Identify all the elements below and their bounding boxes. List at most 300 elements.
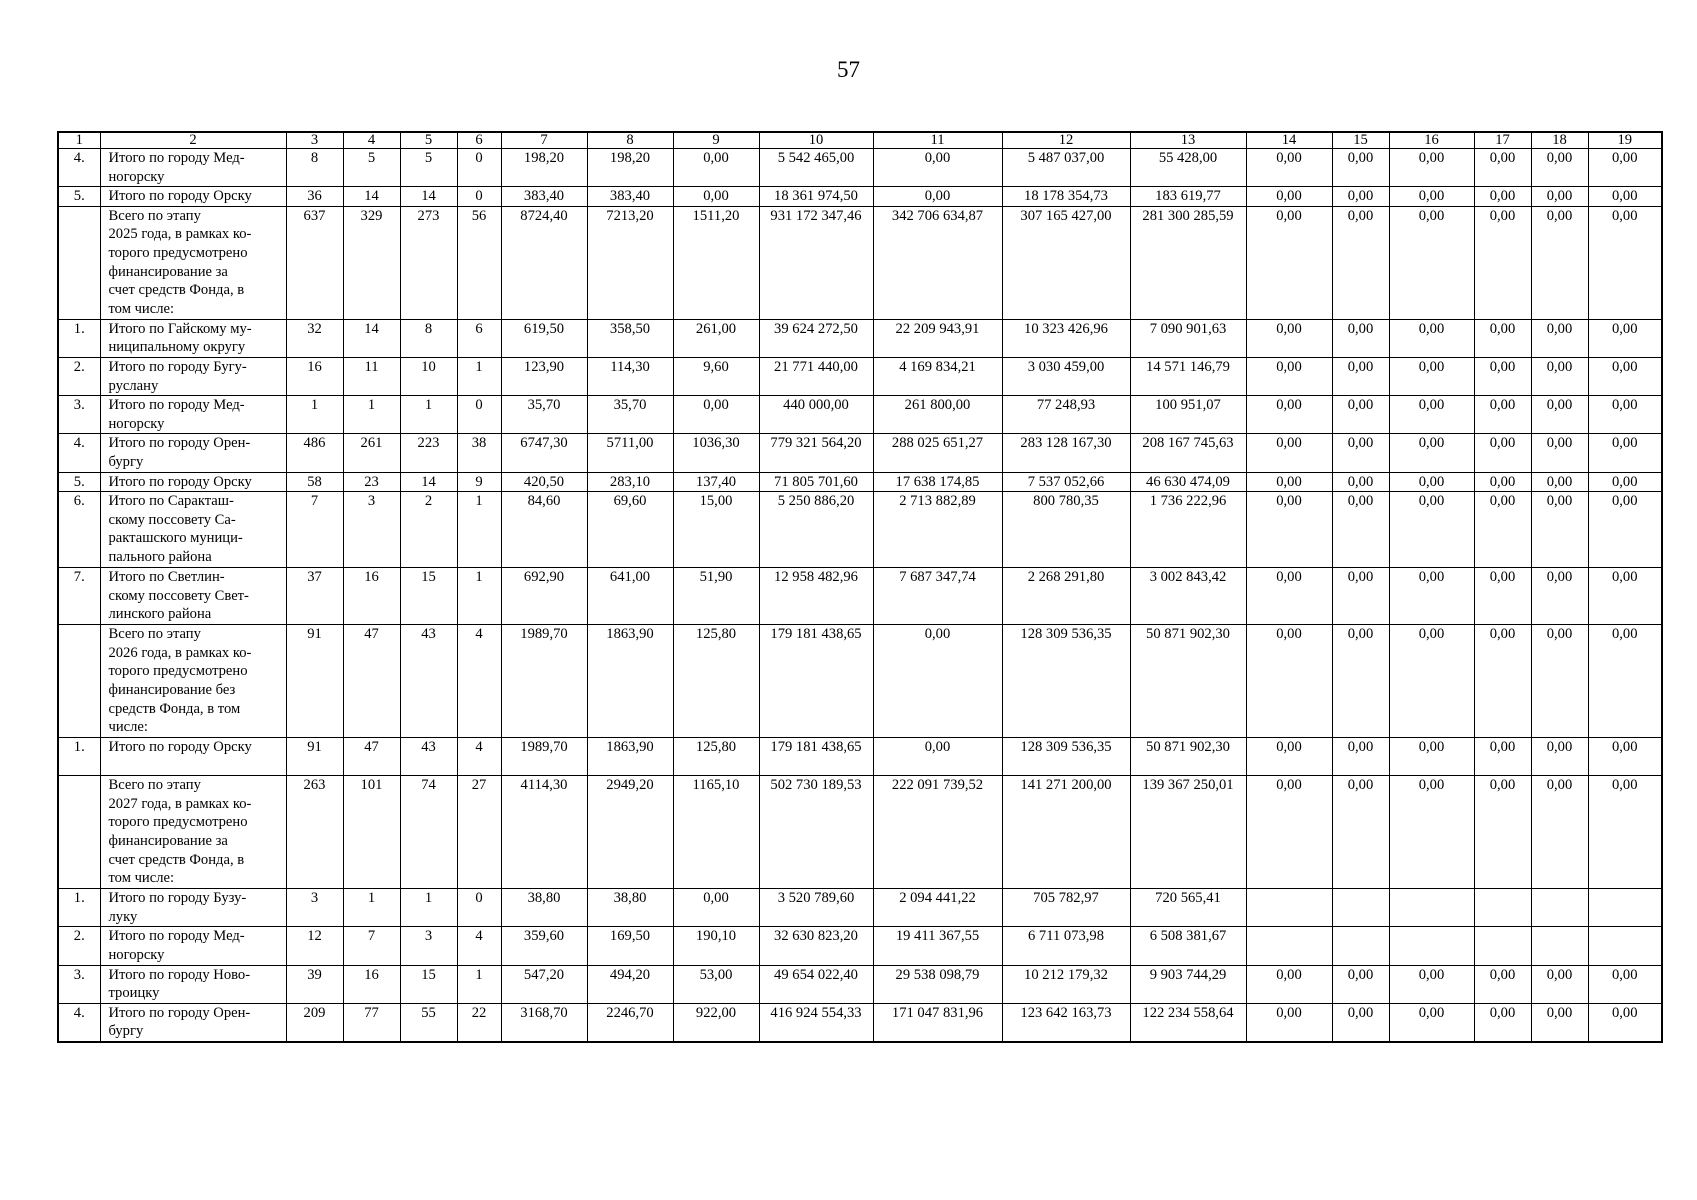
cell-col-17: 0,00: [1474, 472, 1531, 492]
cell-col-16: [1389, 889, 1474, 927]
cell-col-6: 22: [457, 1003, 501, 1042]
cell-col-12: 128 309 536,35: [1002, 738, 1130, 776]
cell-col-3: 486: [286, 434, 343, 472]
cell-col-13: 14 571 146,79: [1130, 357, 1246, 395]
cell-col-19: [1588, 927, 1662, 965]
cell-col-18: 0,00: [1531, 1003, 1588, 1042]
cell-col-9: 922,00: [673, 1003, 759, 1042]
cell-col-9: 0,00: [673, 396, 759, 434]
cell-col-8: 1863,90: [587, 738, 673, 776]
cell-col-1: 2.: [58, 927, 100, 965]
cell-col-19: 0,00: [1588, 149, 1662, 187]
cell-col-3: 16: [286, 357, 343, 395]
cell-col-11: 0,00: [873, 625, 1002, 738]
cell-col-10: 18 361 974,50: [759, 187, 873, 207]
cell-col-16: 0,00: [1389, 738, 1474, 776]
cell-col-11: 261 800,00: [873, 396, 1002, 434]
header-cell: 16: [1389, 132, 1474, 149]
cell-col-3: 39: [286, 965, 343, 1003]
cell-col-6: 1: [457, 965, 501, 1003]
cell-col-15: 0,00: [1332, 206, 1389, 319]
cell-col-8: 358,50: [587, 319, 673, 357]
cell-name: Итого по городу Орску: [100, 472, 286, 492]
cell-col-4: 16: [343, 568, 400, 625]
cell-name: Всего по этапу 2025 года, в рамках ко- торого предусмотрено финансирование за счет средств Фонда, в том числе:: [100, 206, 286, 319]
cell-col-9: 0,00: [673, 149, 759, 187]
header-cell: 5: [400, 132, 457, 149]
cell-col-10: 179 181 438,65: [759, 738, 873, 776]
cell-name: Итого по городу Бугу- руслану: [100, 357, 286, 395]
cell-col-19: 0,00: [1588, 625, 1662, 738]
header-cell: 2: [100, 132, 286, 149]
cell-col-12: 6 711 073,98: [1002, 927, 1130, 965]
cell-col-12: 10 323 426,96: [1002, 319, 1130, 357]
cell-col-10: 39 624 272,50: [759, 319, 873, 357]
cell-col-15: 0,00: [1332, 187, 1389, 207]
cell-col-12: 123 642 163,73: [1002, 1003, 1130, 1042]
cell-col-4: 101: [343, 776, 400, 889]
cell-col-17: 0,00: [1474, 319, 1531, 357]
cell-col-16: 0,00: [1389, 1003, 1474, 1042]
cell-col-10: 12 958 482,96: [759, 568, 873, 625]
cell-col-16: 0,00: [1389, 472, 1474, 492]
cell-col-5: 5: [400, 149, 457, 187]
cell-col-8: 198,20: [587, 149, 673, 187]
cell-col-3: 637: [286, 206, 343, 319]
cell-col-5: 15: [400, 568, 457, 625]
table-row: [58, 927, 1662, 965]
cell-col-9: 15,00: [673, 492, 759, 568]
cell-col-6: 0: [457, 149, 501, 187]
table-row: [58, 396, 1662, 434]
cell-col-14: 0,00: [1246, 568, 1332, 625]
cell-col-10: 779 321 564,20: [759, 434, 873, 472]
cell-col-9: 1036,30: [673, 434, 759, 472]
cell-col-4: 16: [343, 965, 400, 1003]
cell-col-10: 416 924 554,33: [759, 1003, 873, 1042]
cell-col-3: 3: [286, 889, 343, 927]
cell-col-5: 74: [400, 776, 457, 889]
cell-col-4: 14: [343, 319, 400, 357]
cell-col-18: [1531, 927, 1588, 965]
cell-col-18: 0,00: [1531, 776, 1588, 889]
cell-col-10: 32 630 823,20: [759, 927, 873, 965]
cell-col-11: 2 713 882,89: [873, 492, 1002, 568]
cell-col-11: 19 411 367,55: [873, 927, 1002, 965]
cell-col-13: 3 002 843,42: [1130, 568, 1246, 625]
page-number: 57: [837, 57, 860, 82]
header-cell: 18: [1531, 132, 1588, 149]
cell-col-1: 6.: [58, 492, 100, 568]
cell-col-13: 46 630 474,09: [1130, 472, 1246, 492]
cell-col-3: 209: [286, 1003, 343, 1042]
cell-col-12: 307 165 427,00: [1002, 206, 1130, 319]
cell-col-19: 0,00: [1588, 396, 1662, 434]
cell-col-19: 0,00: [1588, 1003, 1662, 1042]
cell-col-15: 0,00: [1332, 319, 1389, 357]
cell-name: Итого по городу Орску: [100, 738, 286, 776]
table-row: [58, 434, 1662, 472]
cell-col-10: 931 172 347,46: [759, 206, 873, 319]
cell-col-16: 0,00: [1389, 396, 1474, 434]
cell-col-7: 35,70: [501, 396, 587, 434]
cell-col-14: 0,00: [1246, 149, 1332, 187]
cell-col-11: 0,00: [873, 149, 1002, 187]
cell-col-11: 171 047 831,96: [873, 1003, 1002, 1042]
cell-col-16: 0,00: [1389, 149, 1474, 187]
cell-col-12: 10 212 179,32: [1002, 965, 1130, 1003]
cell-col-11: 7 687 347,74: [873, 568, 1002, 625]
cell-col-10: 5 542 465,00: [759, 149, 873, 187]
cell-name: Итого по городу Орен- бургу: [100, 434, 286, 472]
cell-col-11: 222 091 739,52: [873, 776, 1002, 889]
cell-col-8: 38,80: [587, 889, 673, 927]
cell-col-6: 27: [457, 776, 501, 889]
cell-col-16: 0,00: [1389, 206, 1474, 319]
cell-col-8: 2949,20: [587, 776, 673, 889]
cell-col-4: 5: [343, 149, 400, 187]
cell-col-10: 3 520 789,60: [759, 889, 873, 927]
table-row: [58, 965, 1662, 1003]
header-cell: 12: [1002, 132, 1130, 149]
cell-col-7: 3168,70: [501, 1003, 587, 1042]
cell-col-3: 37: [286, 568, 343, 625]
cell-col-16: [1389, 927, 1474, 965]
cell-name: Итого по городу Мед- ногорску: [100, 927, 286, 965]
cell-col-12: 77 248,93: [1002, 396, 1130, 434]
cell-col-4: 1: [343, 396, 400, 434]
cell-name: Всего по этапу 2027 года, в рамках ко- торого предусмотрено финансирование за счет средств Фонда, в том числе:: [100, 776, 286, 889]
header-cell: 4: [343, 132, 400, 149]
cell-col-13: 50 871 902,30: [1130, 625, 1246, 738]
cell-col-12: 283 128 167,30: [1002, 434, 1130, 472]
program-table: [57, 131, 1663, 1043]
cell-name: Итого по городу Бузу- луку: [100, 889, 286, 927]
cell-col-6: 0: [457, 187, 501, 207]
cell-col-13: 50 871 902,30: [1130, 738, 1246, 776]
cell-col-10: 71 805 701,60: [759, 472, 873, 492]
cell-col-14: 0,00: [1246, 206, 1332, 319]
cell-col-11: 0,00: [873, 187, 1002, 207]
table-row: [58, 357, 1662, 395]
cell-col-13: 720 565,41: [1130, 889, 1246, 927]
cell-col-11: 17 638 174,85: [873, 472, 1002, 492]
cell-col-7: 123,90: [501, 357, 587, 395]
header-cell: 7: [501, 132, 587, 149]
cell-col-14: 0,00: [1246, 319, 1332, 357]
cell-col-12: 7 537 052,66: [1002, 472, 1130, 492]
cell-col-15: 0,00: [1332, 965, 1389, 1003]
cell-col-13: 139 367 250,01: [1130, 776, 1246, 889]
cell-col-8: 283,10: [587, 472, 673, 492]
cell-col-19: 0,00: [1588, 472, 1662, 492]
cell-col-7: 6747,30: [501, 434, 587, 472]
cell-col-3: 7: [286, 492, 343, 568]
cell-col-15: 0,00: [1332, 1003, 1389, 1042]
cell-col-17: 0,00: [1474, 965, 1531, 1003]
cell-col-8: 641,00: [587, 568, 673, 625]
cell-col-14: 0,00: [1246, 472, 1332, 492]
cell-col-18: 0,00: [1531, 472, 1588, 492]
cell-col-16: 0,00: [1389, 492, 1474, 568]
cell-col-15: [1332, 889, 1389, 927]
cell-col-5: 10: [400, 357, 457, 395]
cell-col-15: 0,00: [1332, 149, 1389, 187]
cell-col-17: [1474, 927, 1531, 965]
cell-col-9: 190,10: [673, 927, 759, 965]
cell-col-5: 14: [400, 187, 457, 207]
table-row: [58, 1003, 1662, 1042]
cell-col-16: 0,00: [1389, 319, 1474, 357]
cell-col-4: 47: [343, 625, 400, 738]
cell-name: Итого по городу Мед- ногорску: [100, 149, 286, 187]
cell-col-8: 69,60: [587, 492, 673, 568]
cell-name: Итого по городу Ново- троицку: [100, 965, 286, 1003]
table-row: [58, 319, 1662, 357]
cell-col-12: 2 268 291,80: [1002, 568, 1130, 625]
cell-col-4: 77: [343, 1003, 400, 1042]
cell-col-9: 0,00: [673, 187, 759, 207]
cell-col-9: 125,80: [673, 625, 759, 738]
table-row: [58, 187, 1662, 207]
cell-col-8: 383,40: [587, 187, 673, 207]
cell-col-1: 4.: [58, 149, 100, 187]
cell-col-7: 619,50: [501, 319, 587, 357]
cell-col-6: 1: [457, 492, 501, 568]
cell-col-4: 11: [343, 357, 400, 395]
cell-col-1: 3.: [58, 396, 100, 434]
cell-col-17: 0,00: [1474, 187, 1531, 207]
cell-col-1: 4.: [58, 1003, 100, 1042]
cell-col-6: 0: [457, 889, 501, 927]
cell-col-7: 359,60: [501, 927, 587, 965]
cell-col-18: 0,00: [1531, 396, 1588, 434]
cell-col-17: 0,00: [1474, 776, 1531, 889]
cell-col-9: 0,00: [673, 889, 759, 927]
cell-col-7: 198,20: [501, 149, 587, 187]
cell-col-17: 0,00: [1474, 568, 1531, 625]
cell-col-18: 0,00: [1531, 434, 1588, 472]
cell-col-19: 0,00: [1588, 357, 1662, 395]
cell-col-12: 800 780,35: [1002, 492, 1130, 568]
cell-col-19: 0,00: [1588, 187, 1662, 207]
cell-col-15: 0,00: [1332, 776, 1389, 889]
cell-col-1: 1.: [58, 738, 100, 776]
cell-col-15: 0,00: [1332, 434, 1389, 472]
cell-col-3: 263: [286, 776, 343, 889]
cell-col-8: 2246,70: [587, 1003, 673, 1042]
table-row: [58, 776, 1662, 889]
cell-col-1: [58, 625, 100, 738]
table-row: [58, 889, 1662, 927]
cell-col-3: 91: [286, 625, 343, 738]
cell-col-12: 5 487 037,00: [1002, 149, 1130, 187]
cell-col-11: 4 169 834,21: [873, 357, 1002, 395]
cell-col-1: 1.: [58, 889, 100, 927]
cell-col-4: 7: [343, 927, 400, 965]
cell-col-6: 6: [457, 319, 501, 357]
cell-col-6: 9: [457, 472, 501, 492]
cell-col-16: 0,00: [1389, 965, 1474, 1003]
cell-col-17: 0,00: [1474, 396, 1531, 434]
cell-col-19: 0,00: [1588, 319, 1662, 357]
cell-col-18: 0,00: [1531, 319, 1588, 357]
table-row: [58, 492, 1662, 568]
header-cell: 13: [1130, 132, 1246, 149]
header-cell: 10: [759, 132, 873, 149]
table-body: [58, 132, 1662, 1042]
table-row: [58, 568, 1662, 625]
cell-col-3: 91: [286, 738, 343, 776]
cell-col-18: 0,00: [1531, 492, 1588, 568]
cell-col-7: 38,80: [501, 889, 587, 927]
cell-col-9: 1165,10: [673, 776, 759, 889]
cell-col-13: 122 234 558,64: [1130, 1003, 1246, 1042]
cell-col-8: 7213,20: [587, 206, 673, 319]
cell-col-19: 0,00: [1588, 492, 1662, 568]
cell-col-6: 0: [457, 396, 501, 434]
cell-col-15: 0,00: [1332, 396, 1389, 434]
cell-col-16: 0,00: [1389, 187, 1474, 207]
cell-col-16: 0,00: [1389, 568, 1474, 625]
cell-col-9: 1511,20: [673, 206, 759, 319]
cell-name: Итого по городу Орску: [100, 187, 286, 207]
cell-name: Итого по Саракташ- скому поссовету Са- ракташского муници- пального района: [100, 492, 286, 568]
cell-col-7: 547,20: [501, 965, 587, 1003]
header-cell: 17: [1474, 132, 1531, 149]
cell-col-6: 4: [457, 927, 501, 965]
cell-col-17: 0,00: [1474, 1003, 1531, 1042]
cell-col-7: 4114,30: [501, 776, 587, 889]
cell-col-18: 0,00: [1531, 625, 1588, 738]
cell-col-17: 0,00: [1474, 492, 1531, 568]
cell-col-11: 342 706 634,87: [873, 206, 1002, 319]
cell-col-15: [1332, 927, 1389, 965]
cell-col-4: 329: [343, 206, 400, 319]
cell-col-7: 692,90: [501, 568, 587, 625]
cell-col-1: 5.: [58, 187, 100, 207]
cell-col-14: 0,00: [1246, 625, 1332, 738]
cell-col-8: 494,20: [587, 965, 673, 1003]
header-cell: 9: [673, 132, 759, 149]
cell-col-10: 502 730 189,53: [759, 776, 873, 889]
cell-col-14: 0,00: [1246, 434, 1332, 472]
cell-col-9: 137,40: [673, 472, 759, 492]
header-cell: 15: [1332, 132, 1389, 149]
cell-col-15: 0,00: [1332, 738, 1389, 776]
cell-col-15: 0,00: [1332, 568, 1389, 625]
cell-col-6: 1: [457, 568, 501, 625]
cell-col-15: 0,00: [1332, 472, 1389, 492]
header-cell: 8: [587, 132, 673, 149]
cell-col-9: 9,60: [673, 357, 759, 395]
cell-col-14: [1246, 889, 1332, 927]
cell-col-14: 0,00: [1246, 492, 1332, 568]
cell-col-12: 3 030 459,00: [1002, 357, 1130, 395]
cell-col-4: 23: [343, 472, 400, 492]
cell-col-3: 8: [286, 149, 343, 187]
cell-col-18: 0,00: [1531, 206, 1588, 319]
cell-col-14: 0,00: [1246, 357, 1332, 395]
cell-col-5: 15: [400, 965, 457, 1003]
cell-col-13: 6 508 381,67: [1130, 927, 1246, 965]
cell-col-14: 0,00: [1246, 1003, 1332, 1042]
cell-col-10: 5 250 886,20: [759, 492, 873, 568]
cell-col-19: [1588, 889, 1662, 927]
cell-col-11: 29 538 098,79: [873, 965, 1002, 1003]
cell-col-14: 0,00: [1246, 187, 1332, 207]
cell-col-4: 1: [343, 889, 400, 927]
cell-col-8: 114,30: [587, 357, 673, 395]
cell-col-14: 0,00: [1246, 738, 1332, 776]
cell-col-4: 261: [343, 434, 400, 472]
cell-col-18: 0,00: [1531, 187, 1588, 207]
cell-col-7: 1989,70: [501, 738, 587, 776]
cell-col-3: 1: [286, 396, 343, 434]
cell-col-17: 0,00: [1474, 206, 1531, 319]
header-cell: 19: [1588, 132, 1662, 149]
cell-col-19: 0,00: [1588, 776, 1662, 889]
cell-col-16: 0,00: [1389, 625, 1474, 738]
cell-col-11: 288 025 651,27: [873, 434, 1002, 472]
cell-col-12: 705 782,97: [1002, 889, 1130, 927]
cell-col-14: 0,00: [1246, 396, 1332, 434]
cell-col-17: 0,00: [1474, 738, 1531, 776]
cell-col-19: 0,00: [1588, 434, 1662, 472]
cell-col-9: 261,00: [673, 319, 759, 357]
cell-col-11: 2 094 441,22: [873, 889, 1002, 927]
cell-col-5: 8: [400, 319, 457, 357]
cell-col-1: 5.: [58, 472, 100, 492]
cell-col-19: 0,00: [1588, 738, 1662, 776]
cell-col-1: 4.: [58, 434, 100, 472]
header-cell: 6: [457, 132, 501, 149]
cell-name: Итого по городу Мед- ногорску: [100, 396, 286, 434]
cell-col-10: 440 000,00: [759, 396, 873, 434]
cell-col-3: 32: [286, 319, 343, 357]
cell-col-13: 183 619,77: [1130, 187, 1246, 207]
cell-name: Итого по Гайскому му- ниципальному округу: [100, 319, 286, 357]
cell-col-11: 0,00: [873, 738, 1002, 776]
table-row: [58, 149, 1662, 187]
cell-col-1: 3.: [58, 965, 100, 1003]
cell-col-8: 1863,90: [587, 625, 673, 738]
cell-col-8: 35,70: [587, 396, 673, 434]
cell-col-9: 51,90: [673, 568, 759, 625]
cell-col-18: 0,00: [1531, 738, 1588, 776]
cell-col-10: 49 654 022,40: [759, 965, 873, 1003]
cell-col-12: 128 309 536,35: [1002, 625, 1130, 738]
cell-col-19: 0,00: [1588, 568, 1662, 625]
cell-col-5: 223: [400, 434, 457, 472]
cell-col-17: 0,00: [1474, 625, 1531, 738]
cell-col-14: 0,00: [1246, 776, 1332, 889]
cell-col-16: 0,00: [1389, 434, 1474, 472]
cell-col-14: 0,00: [1246, 965, 1332, 1003]
cell-col-13: 208 167 745,63: [1130, 434, 1246, 472]
cell-col-6: 4: [457, 738, 501, 776]
header-cell: 1: [58, 132, 100, 149]
cell-name: Итого по городу Орен- бургу: [100, 1003, 286, 1042]
cell-col-13: 55 428,00: [1130, 149, 1246, 187]
cell-col-8: 5711,00: [587, 434, 673, 472]
cell-col-8: 169,50: [587, 927, 673, 965]
cell-col-13: 9 903 744,29: [1130, 965, 1246, 1003]
cell-col-18: 0,00: [1531, 357, 1588, 395]
cell-col-18: [1531, 889, 1588, 927]
cell-col-1: 1.: [58, 319, 100, 357]
header-cell: 14: [1246, 132, 1332, 149]
